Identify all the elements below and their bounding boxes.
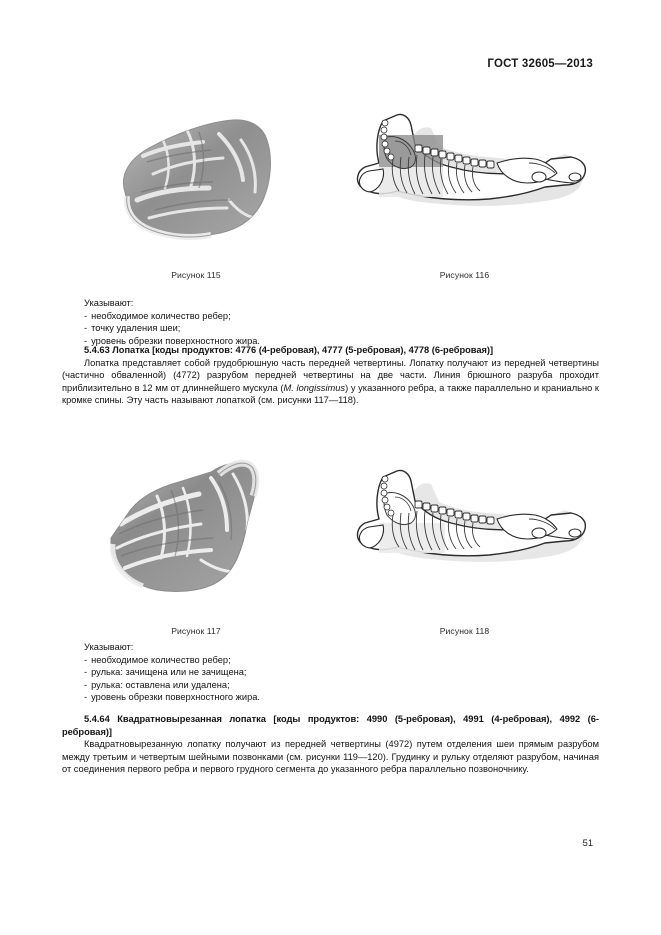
list-item-text: рулька: зачищена или не зачищена; <box>91 667 247 678</box>
list-item <box>84 679 599 692</box>
dash-bullet: - <box>84 679 88 690</box>
indications-block-2 <box>62 641 599 704</box>
clause-5-4-63 <box>62 344 599 407</box>
list-item-text: необходимое количество ребер; <box>91 654 231 665</box>
figure-row-top <box>62 92 599 280</box>
skeleton-diagram-116 <box>330 92 599 260</box>
clause-5-4-64-heading: 5.4.64 Квадратновырезанная лопатка [коды продуктов: 4990 (5-ребровая), 4991 (4-ребровая), 4992 (6-ребровая)] <box>62 714 599 737</box>
paragraph-text-part-2: ) у указанного ребра, а также параллельно и краниально к кромке спины. Эту часть называют лопаткой (см. рисунки 117—118). <box>62 382 599 406</box>
figure-row-bottom <box>62 448 599 636</box>
clause-5-4-63-paragraph <box>62 357 599 407</box>
dash-bullet: - <box>84 667 88 678</box>
clause-5-4-63-heading: 5.4.63 Лопатка [коды продуктов: 4776 (4-ребровая), 4777 (5-ребровая), 4778 (6-ребровая)] <box>84 345 494 355</box>
lopatka-cut-illustration <box>91 96 301 256</box>
clause-5-4-64-paragraph: Квадратновырезанную лопатку получают из передней четвертины (4972) путем отделения шеи прямым разрубом между третьим и четвертым шейными позвонками (см. рисунки 119—120). Грудинку и рульку отделяют разрубом, начиная от соединения первого ребра и первого грудного сегмента до указанного ребра параллельно позвоночнику. <box>62 739 599 775</box>
list-item <box>84 654 599 667</box>
document-header-standard-code: ГОСТ 32605—2013 <box>487 58 593 70</box>
figure-116-caption: Рисунок 116 <box>439 270 490 280</box>
dash-bullet: - <box>84 310 88 321</box>
indications-block-1 <box>62 297 599 347</box>
list-item <box>84 666 599 679</box>
list-item <box>84 691 599 704</box>
paragraph-text-part-1: Лопатка представляет собой грудобрюшную часть передней четвертины. Лопатку получают из передней четвертины (частично обваленной) (4772) разрубом передней четвертины на две части. Линия брюшного разруба проходит приблизительно в 12 мм от длиннейшего мускула ( <box>62 357 599 393</box>
figure-116 <box>330 92 599 280</box>
figure-118 <box>330 448 599 636</box>
figure-117 <box>62 448 330 636</box>
skeleton-diagram-118 <box>330 448 599 616</box>
figure-118-caption: Рисунок 118 <box>439 626 490 636</box>
indications-1-lead-in: Указывают: <box>84 298 134 308</box>
list-item-text: рулька: оставлена или удалена; <box>91 679 230 690</box>
dash-bullet: - <box>84 335 88 346</box>
figure-115 <box>62 92 330 280</box>
list-item <box>84 322 599 335</box>
square-cut-lopatka-illustration <box>91 452 301 612</box>
figure-117-caption: Рисунок 117 <box>171 626 221 636</box>
figure-115-caption: Рисунок 115 <box>171 270 221 280</box>
dash-bullet: - <box>84 692 88 703</box>
indications-2-lead-in: Указывают: <box>84 642 134 652</box>
list-item <box>84 310 599 323</box>
indications-1-list <box>62 310 599 348</box>
beef-carcass-skeleton-plain <box>339 457 591 607</box>
list-item-text: уровень обрезки поверхностного жира. <box>91 692 261 703</box>
list-item-text: точку удаления шеи; <box>91 323 181 334</box>
beef-carcass-skeleton-shaded <box>339 101 591 251</box>
dash-bullet: - <box>84 323 88 334</box>
clause-5-4-64 <box>62 713 599 776</box>
dash-bullet: - <box>84 654 88 665</box>
meat-cut-photo-115 <box>62 92 330 260</box>
indications-2-list <box>62 654 599 704</box>
list-item-text: необходимое количество ребер; <box>91 310 231 321</box>
list-item-text: уровень обрезки поверхностного жира. <box>91 335 261 346</box>
meat-cut-photo-117 <box>62 448 330 616</box>
latin-term: M. longissimus <box>283 382 346 393</box>
page-number: 51 <box>582 838 593 848</box>
